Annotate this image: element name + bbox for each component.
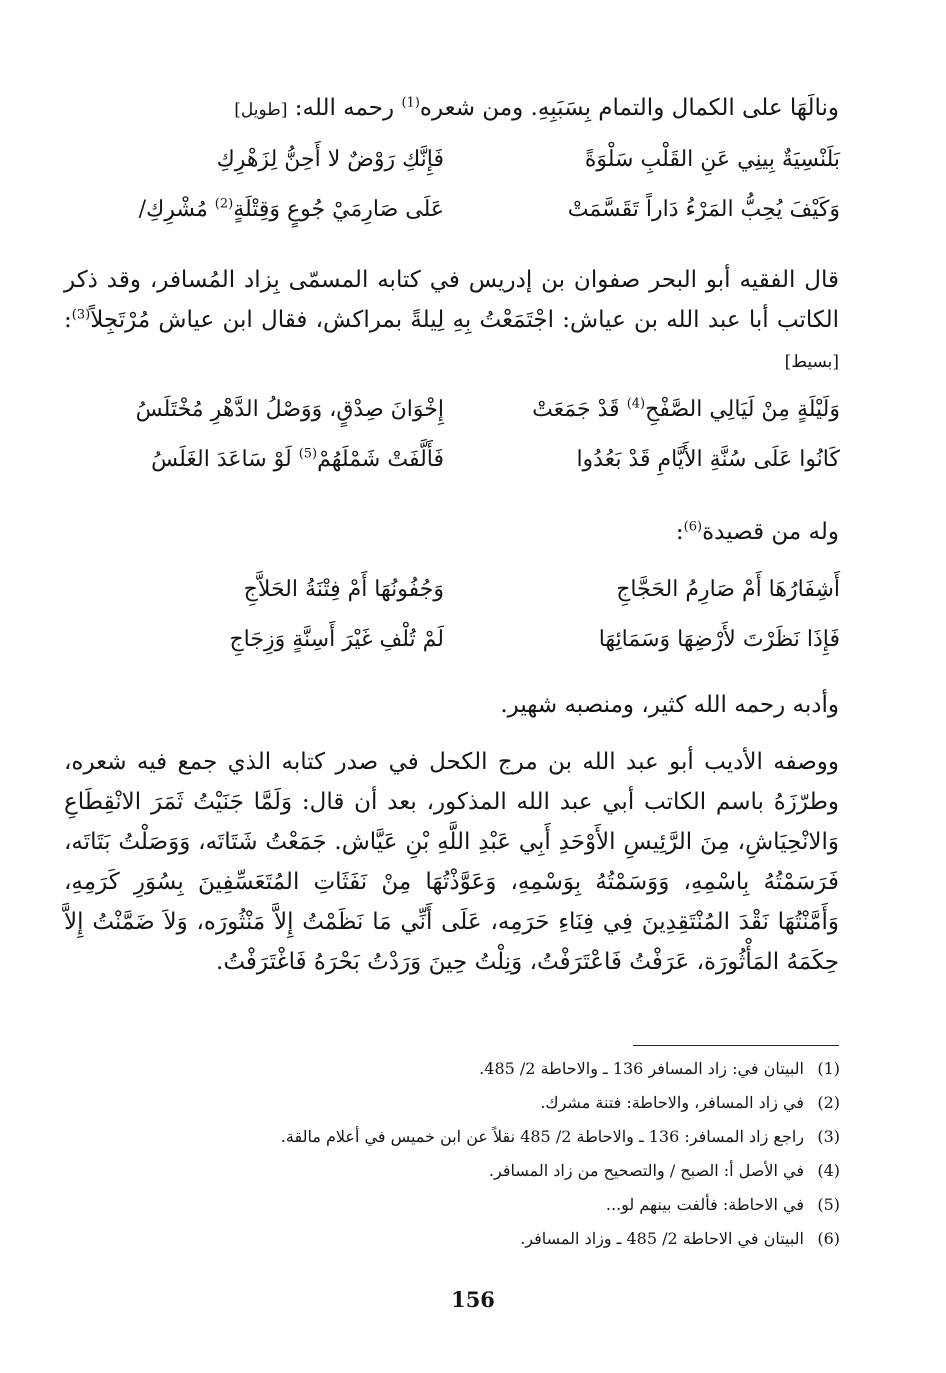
verse-2-first-hemistich: وَكَيْفَ يُحِبُّ المَرْءُ دَاراً تَقَسَّمَتْ bbox=[567, 197, 840, 222]
adab-paragraph: وأدبه رحمه الله كثير، ومنصبه شهير. bbox=[500, 692, 839, 718]
verse-2b-text: عَلَى صَارِمَيْ جُوعٍ وَقِتْلَةٍ bbox=[233, 197, 444, 222]
footnote-text: في الاحاطة: فألفت بينهم لو... bbox=[605, 1195, 804, 1214]
footnote-text: في الأصل أ: الصبح / والتصحيح من زاد المسافر. bbox=[488, 1161, 804, 1180]
meter-label: [طويل] bbox=[234, 100, 288, 120]
intro-paragraph bbox=[64, 88, 839, 130]
verse-4b-text: فَأَلَّفَتْ شَمْلَهُمْ bbox=[317, 447, 444, 472]
verse-5-first-hemistich: أَشِفَارُهَا أَمْ صَارِمُ الحَجَّاجِ bbox=[616, 577, 840, 602]
verse-3-second-hemistich: إِخْوَانَ صِدْقٍ، وَوَصْلُ الدَّهْرِ مُخْتَلَسُ bbox=[135, 397, 444, 422]
footnote-number: (3) bbox=[817, 1127, 840, 1146]
qasida-intro-text: وله من قصيدة bbox=[702, 519, 839, 545]
footnote-6 bbox=[80, 1226, 840, 1252]
verse-3-first-hemistich bbox=[480, 390, 840, 430]
description-paragraph: ووصفه الأديب أبو عبد الله بن مرج الكحل في صدر كتابه الذي جمع فيه شعره، وطرّزَهُ باسم الكاتب أبي عبد الله المذكور، بعد أن قال: وَلَمَّا جَنَيْتُ ثَمَرَ الانْقِطَاعِ وَالانْحِيَاشِ، مِنَ الرَّئِيسِ الأَوْحَدِ أَبِي عَبْدِ اللَّهِ بْنِ عَيَّاش. جَمَعْتُ شَتَاتَه، وَوَصَلْتُ بَتَاتَه، فَرَسَمْتُهُ بِاسْمِهِ، وَوَسَمْتُهُ بِوَسْمِهِ، وَعَوَّذْتُهَا مِنْ نَفَثَاتِ المُتَعَسِّفِينَ بِسُوَرِ كَرَمِهِ، وَأَمَّنْتُهَا نَقْدَ المُنْتَقِدِينَ فِي فِنَاءِ حَرَمِه، عَلَى أَنِّي مَا نَظَمْتُ إِلاَّ مَنْثُورَه، وَلاَ ضَمَّنْتُ إِلاَّ حِكَمَهُ المَأْثُورَة، عَرَفْتُ فَاعْتَرَفْتُ، وَنِلْتُ حِينَ وَرَدْتُ بَحْرَهُ فَاغْتَرَفْتُ. bbox=[64, 749, 839, 975]
footnote-number: (5) bbox=[817, 1195, 840, 1214]
intro-text-tail: رحمه الله: bbox=[287, 95, 402, 121]
page-number: 156 bbox=[451, 1287, 495, 1312]
footnote-number: (1) bbox=[817, 1059, 840, 1078]
intro-text: ونالَهَا على الكمال والتمام بِسَبَبِهِ. ومن شعره bbox=[419, 95, 839, 121]
footnote-number: (4) bbox=[817, 1161, 840, 1180]
verse-4-second-hemistich bbox=[64, 440, 444, 480]
verse-6-second-hemistich: لَمْ تُلْفِ غَيْرَ أَسِنَّةٍ وَزِجَاجِ bbox=[229, 627, 444, 652]
footnote-3 bbox=[80, 1124, 840, 1150]
footnote-number: (6) bbox=[817, 1229, 840, 1248]
verse-5-second-hemistich: وَجُفُونُهَا أَمْ فِتْنَةُ الحَلاَّجِ bbox=[243, 577, 444, 602]
safwan-text-tail: : bbox=[64, 307, 72, 333]
verse-2-second-hemistich bbox=[64, 190, 444, 230]
footnote-number: (2) bbox=[817, 1093, 840, 1112]
footnote-ref-3: (3) bbox=[71, 307, 91, 323]
footnote-ref-6: (6) bbox=[683, 519, 703, 535]
verse-6-first-hemistich: فَإِذَا نَظَرْتَ لأَرْضِهَا وَسَمَائِهَا bbox=[598, 627, 840, 652]
qasida-intro bbox=[64, 512, 839, 552]
meter-label: [بسيط] bbox=[784, 352, 839, 372]
footnote-text: البيتان في: زاد المسافر 136 ـ والاحاطة 2/ 485. bbox=[479, 1059, 804, 1078]
footnote-4 bbox=[80, 1158, 840, 1184]
footnote-2 bbox=[80, 1090, 840, 1116]
footnote-5 bbox=[80, 1192, 840, 1218]
verse-3a-text: وَلَيْلَةٍ مِنْ لَيَالِي الصَّفْحِ bbox=[645, 397, 840, 422]
footnote-text: راجع زاد المسافر: 136 ـ والاحاطة 2/ 485 نقلاً عن ابن خميس في أعلام مالقة. bbox=[280, 1127, 804, 1146]
footnote-text: في زاد المسافر، والاحاطة: فتنة مشرك. bbox=[540, 1093, 804, 1112]
verse-1-first-hemistich: بَلَنْسِيَةٌ بِينِي عَنِ القَلْبِ سَلْوَةً bbox=[584, 147, 840, 172]
verse-2b-tail: مُشْرِكِ/ bbox=[138, 197, 215, 222]
verse-4-first-hemistich: كَانُوا عَلَى سُنَّةِ الأَيَّامِ قَدْ بَعُدُوا bbox=[576, 447, 840, 472]
verse-1-second-hemistich: فَإِنَّكِ رَوْضٌ لا أَحِنُّ لِزَهْرِكِ bbox=[216, 147, 444, 172]
verse-3a-tail: قَدْ جَمَعَتْ bbox=[532, 397, 627, 422]
safwan-paragraph bbox=[64, 260, 839, 382]
footnote-ref-5: (5) bbox=[298, 446, 318, 462]
footnote-ref-4: (4) bbox=[626, 396, 646, 412]
safwan-text: قال الفقيه أبو البحر صفوان بن إدريس في كتابه المسمّى بِزاد المُسافر، وقد ذكر الكاتب أبا عبد الله بن عياش: اجْتَمَعْتُ بِهِ لِيلةً بمراكش، فقال ابن عياش مُرْتَجِلاً bbox=[64, 267, 839, 333]
qasida-intro-tail: : bbox=[675, 519, 684, 545]
footnote-ref-1: (1) bbox=[401, 95, 420, 111]
verse-4b-tail: لَوْ سَاعَدَ الغَلَسُ bbox=[151, 447, 299, 472]
footnote-1 bbox=[80, 1056, 840, 1082]
footnote-text: البيتان في الاحاطة 2/ 485 ـ وزاد المسافر. bbox=[520, 1229, 804, 1248]
footnote-ref-2: (2) bbox=[214, 196, 234, 212]
footnote-divider bbox=[633, 1045, 839, 1046]
